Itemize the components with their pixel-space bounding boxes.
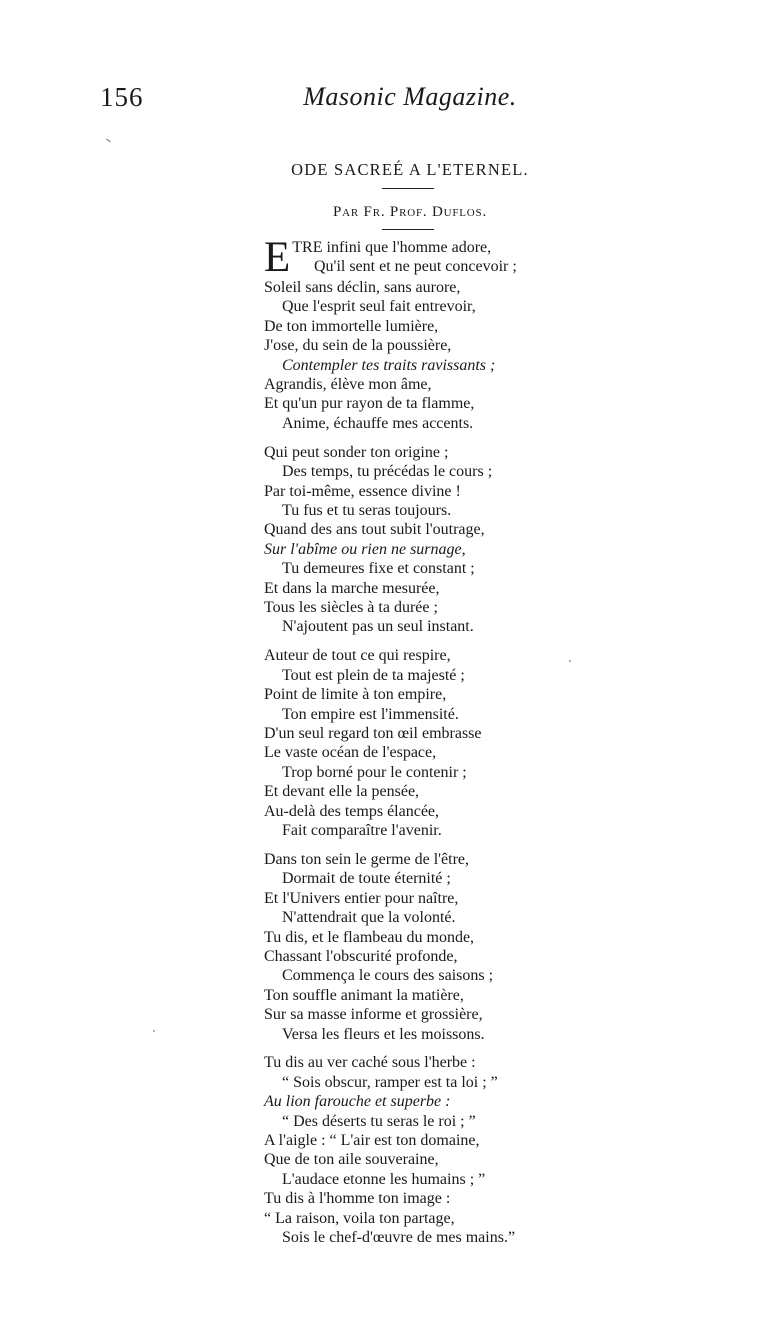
stanza-opening [264, 234, 584, 433]
poem-title: ODE SACREÉ A L'ETERNEL. [291, 160, 529, 179]
poem-line: Et dans la marche mesurée, [264, 579, 440, 597]
speck [569, 660, 571, 662]
poem-line: Et qu'un pur rayon de ta flamme, [264, 395, 475, 413]
poem-line: N'attendrait que la volonté. [282, 909, 456, 927]
poem-line: Tu dis au ver caché sous l'herbe : [264, 1054, 476, 1072]
poem-line: Par toi-même, essence divine ! [264, 482, 461, 500]
running-head: Masonic Magazine. [303, 82, 517, 111]
poem-line: Et devant elle la pensée, [264, 783, 420, 801]
poem-line: “ Des déserts tu seras le roi ; ” [282, 1112, 476, 1130]
drop-cap: E [264, 234, 291, 281]
poem-line: Commença le cours des saisons ; [282, 967, 494, 985]
poem-line: Sur l'abîme ou rien ne surnage, [264, 540, 466, 558]
poem-line: “ La raison, voila ton partage, [264, 1209, 455, 1227]
poem-line: L'audace etonne les humains ; ” [282, 1170, 486, 1188]
poem-line: Ton souffle animant la matière, [264, 986, 464, 1004]
poem-line: Tu demeures fixe et constant ; [282, 560, 475, 578]
poem-line: Le vaste océan de l'espace, [264, 744, 437, 762]
poem-line [264, 257, 584, 276]
stanza-lines [264, 278, 584, 433]
poem-body [264, 234, 584, 1257]
poem-line: Tout est plein de ta majesté ; [282, 666, 465, 684]
stanza [264, 443, 584, 637]
poem-line: N'ajoutent pas un seul instant. [282, 618, 474, 636]
poem-line: Tu dis à l'homme ton image : [264, 1190, 451, 1208]
poem-line: Que l'esprit seul fait entrevoir, [282, 298, 476, 316]
poem-line: Sois le chef-d'œuvre de mes mains.” [282, 1229, 516, 1247]
poem-line: Tous les siècles à ta durée ; [264, 599, 438, 616]
poem-line: Qui peut sonder ton origine ; [264, 443, 449, 461]
poem-line: Chassant l'obscurité profonde, [264, 947, 458, 965]
stray-mark [106, 139, 111, 143]
poem-line: Anime, échauffe mes accents. [282, 414, 474, 432]
poem-line: Au-delà des temps élancée, [264, 802, 440, 820]
poem-line: Dormait de toute éternité ; [282, 870, 451, 888]
poem-line: Soleil sans déclin, sans aurore, [264, 279, 461, 296]
stanza [264, 850, 584, 1044]
poem-line: Auteur de tout ce qui respire, [264, 647, 451, 665]
poem-line: Des temps, tu précédas le cours ; [282, 463, 493, 481]
poem-line: Contempler tes traits ravissants ; [282, 356, 496, 374]
speck [153, 1030, 155, 1032]
second-line-text: Qu'il sent et ne peut concevoir ; [314, 258, 517, 276]
page-number: 156 [100, 82, 144, 112]
poem-line: A l'aigle : “ L'air est ton domaine, [264, 1132, 480, 1150]
first-line-text: TRE infini que l'homme adore, [292, 239, 492, 256]
poem-line: De ton immortelle lumière, [264, 317, 439, 335]
poem-line: Sur sa masse informe et grossière, [264, 1006, 483, 1024]
poem-line: Agrandis, élève mon âme, [264, 376, 432, 394]
poem-line: Fait comparaître l'avenir. [282, 821, 442, 839]
stanza [264, 1053, 584, 1247]
poem-line: Versa les fleurs et les moissons. [282, 1025, 485, 1043]
poem-line: Trop borné pour le contenir ; [282, 763, 467, 781]
poem-line: Tu dis, et le flambeau du monde, [264, 928, 475, 946]
stanza [264, 646, 584, 840]
poem-line: Que de ton aile souveraine, [264, 1151, 439, 1169]
poem-line: “ Sois obscur, ramper est ta loi ; ” [282, 1073, 498, 1091]
title-rule [382, 188, 434, 189]
poem-line: Point de limite à ton empire, [264, 686, 447, 704]
poem-line: Ton empire est l'immensité. [282, 705, 459, 723]
poem-line: Au lion farouche et superbe : [264, 1093, 451, 1111]
poem-line: Et l'Univers entier pour naître, [264, 889, 459, 907]
poem-line: Quand des ans tout subit l'outrage, [264, 521, 485, 539]
poem-line: D'un seul regard ton œil embrasse [264, 724, 482, 742]
poem-line: Dans ton sein le germe de l'être, [264, 850, 470, 868]
poem-byline: Par Fr. Prof. Duflos. [332, 204, 488, 220]
poem-line: J'ose, du sein de la poussière, [264, 337, 452, 355]
poem-line: Tu fus et tu seras toujours. [282, 501, 452, 519]
byline-rule [382, 229, 434, 230]
